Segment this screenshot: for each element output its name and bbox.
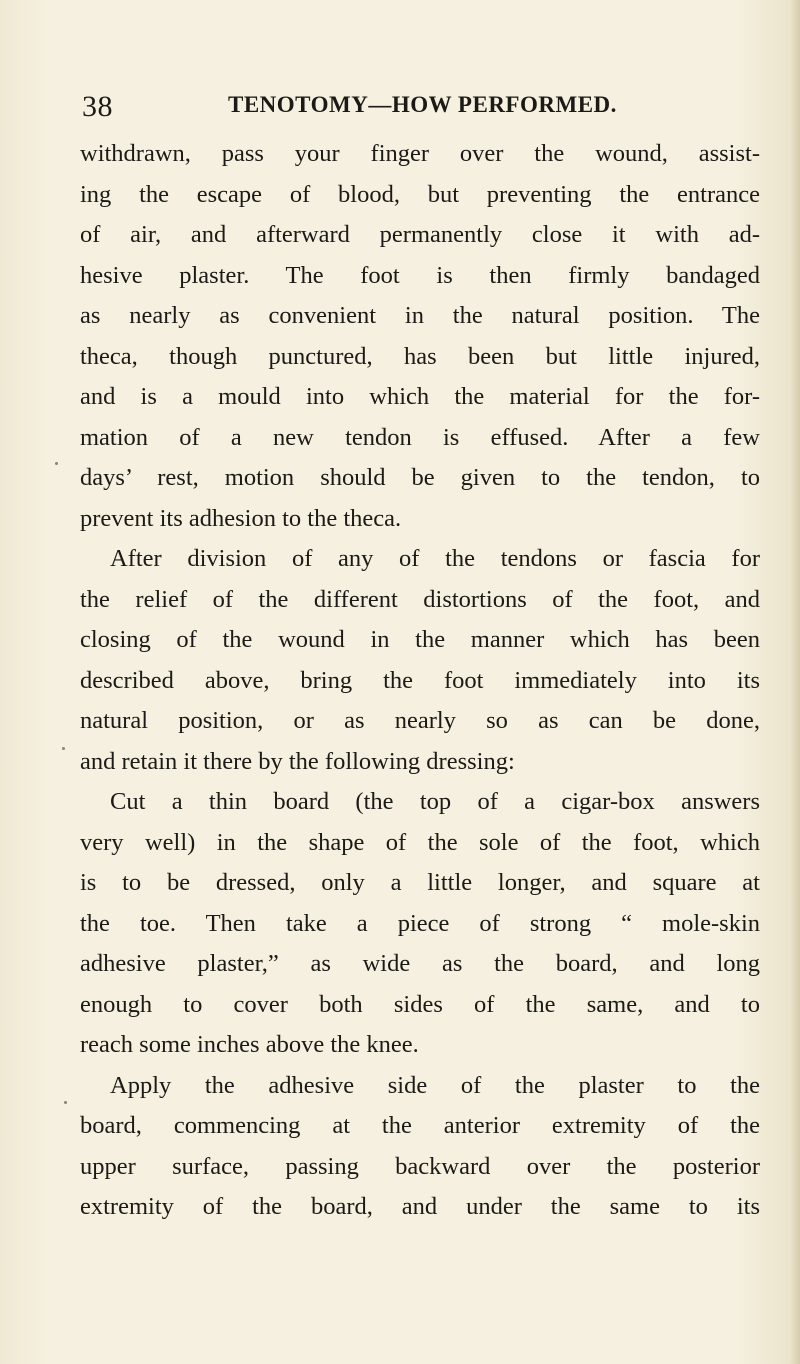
text-line: reach some inches above the knee. — [80, 1031, 419, 1058]
text-line: enough to cover both sides of the same, and to — [80, 990, 760, 1018]
running-head: TENOTOMY—HOW PERFORMED. — [228, 92, 617, 117]
text-line: described above, bring the foot immediately into its — [80, 666, 760, 694]
text-line: closing of the wound in the manner which has been — [80, 626, 760, 653]
text-line: is to be dressed, only a little longer, and square at — [80, 869, 760, 896]
text-line: days’ rest, motion should be given to the tendon, to — [80, 464, 760, 491]
text-line: and retain it there by the following dressing: — [80, 747, 515, 775]
text-line: theca, though punctured, has been but little injured, — [80, 342, 760, 370]
text-line: Cut a thin board (the top of a cigar-box answers — [110, 788, 760, 815]
text-line: hesive plaster. The foot is then firmly bandaged — [80, 261, 760, 289]
text-line: upper surface, passing backward over the posterior — [80, 1152, 760, 1180]
text-line: very well) in the shape of the sole of the foot, which — [80, 828, 760, 856]
text-line: After division of any of the tendons or fascia for — [110, 545, 760, 572]
text-line: ing the escape of blood, but preventing the entrance — [80, 180, 760, 208]
text-line: and is a mould into which the material for the for- — [80, 383, 760, 410]
text-line: extremity of the board, and under the same to its — [80, 1193, 760, 1220]
text-line: of air, and afterward permanently close it with ad- — [80, 221, 760, 248]
text-line: board, commencing at the anterior extremity of the — [80, 1112, 760, 1139]
text-line: prevent its adhesion to the theca. — [80, 504, 402, 532]
body-text — [80, 134, 760, 1228]
page-number: 38 — [82, 90, 113, 123]
text-line: withdrawn, pass your finger over the wound, assist- — [80, 140, 760, 167]
text-line: the toe. Then take a piece of strong “ mole-skin — [80, 909, 760, 937]
text-line: the relief of the different distortions of the foot, and — [80, 585, 760, 613]
text-line: mation of a new tendon is effused. After a few — [80, 423, 760, 451]
page-header — [0, 84, 800, 124]
text-line: natural position, or as nearly so as can be done, — [80, 707, 760, 734]
paper-speck — [55, 462, 58, 465]
text-line: as nearly as convenient in the natural position. The — [80, 302, 760, 329]
page-edge-shadow — [790, 0, 800, 1364]
text-line: adhesive plaster,” as wide as the board, and long — [80, 950, 760, 977]
text-line: Apply the adhesive side of the plaster to the — [110, 1071, 760, 1099]
paper-speck — [64, 1101, 67, 1104]
paper-speck — [62, 747, 65, 750]
